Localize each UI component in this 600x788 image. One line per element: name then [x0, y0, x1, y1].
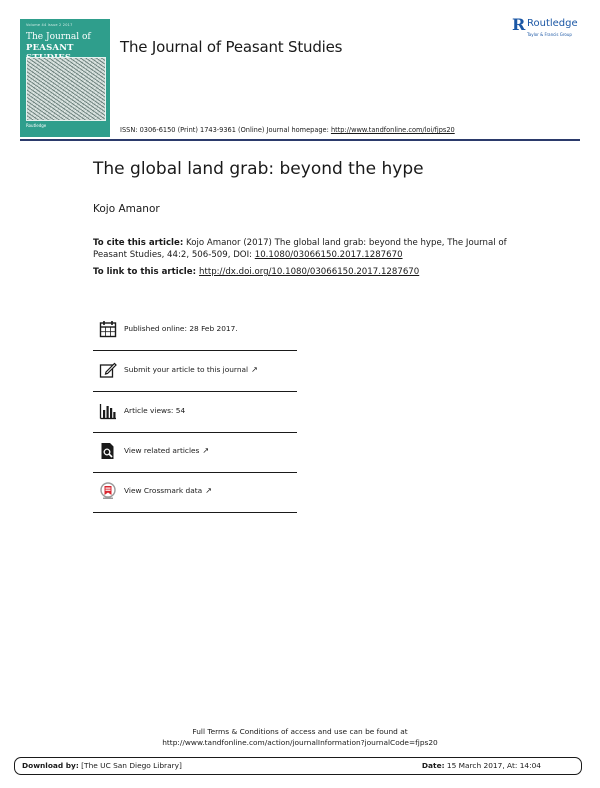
article-title: The global land grab: beyond the hype — [93, 159, 424, 179]
journal-cover-image — [20, 19, 110, 137]
external-link-icon: ↗ — [251, 365, 258, 374]
published-online-label: Published online: 28 Feb 2017. — [124, 324, 238, 333]
cover-title-line2: PEASANT — [26, 43, 74, 53]
cover-title-line1: The Journal of — [26, 32, 91, 42]
footer-terms — [0, 726, 600, 748]
bar-chart-icon — [99, 402, 117, 420]
cite-line2: Peasant Studies, 44:2, 506-509, DOI: — [93, 250, 255, 260]
link-block — [93, 266, 419, 278]
publisher-name: Routledge — [527, 18, 578, 29]
cover-publisher-mark: Routledge — [26, 123, 47, 128]
related-articles-row[interactable] — [93, 432, 297, 473]
link-label: To link to this article: — [93, 267, 200, 277]
cite-line1: Kojo Amanor (2017) The global land grab: beyond the hype, The Journal of — [183, 238, 507, 248]
cite-label: To cite this article: — [93, 238, 184, 248]
routledge-logo-icon: R — [512, 15, 526, 34]
downloaded-by: Download by: [The UC San Diego Library] — [22, 761, 182, 770]
calendar-icon — [99, 320, 117, 338]
download-date: Date: 15 March 2017, At: 14:04 — [421, 761, 541, 770]
header-divider — [20, 139, 580, 141]
external-link-icon: ↗ — [205, 486, 212, 495]
edit-icon — [99, 361, 117, 379]
crossmark-label[interactable]: View Crossmark data ↗ — [124, 486, 212, 495]
document-search-icon — [99, 442, 117, 460]
article-author: Kojo Amanor — [93, 203, 160, 215]
article-views-row — [93, 392, 297, 433]
publisher-tagline: Taylor & Francis Group — [527, 32, 572, 37]
terms-url[interactable]: http://www.tandfonline.com/action/journalInformation?journalCode=fjps20 — [162, 738, 438, 747]
article-views-label: Article views: 54 — [124, 406, 186, 415]
citation-block — [93, 237, 513, 261]
journal-homepage-link[interactable]: http://www.tandfonline.com/loi/fjps20 — [330, 126, 455, 134]
submit-article-row[interactable] — [93, 351, 297, 392]
issn-text: ISSN: 0306-6150 (Print) 1743-9361 (Online) Journal homepage: — [120, 126, 331, 134]
cover-artwork — [26, 57, 106, 121]
submit-article-label[interactable]: Submit your article to this journal ↗ — [124, 365, 258, 374]
terms-line1: Full Terms & Conditions of access and use can be found at — [192, 727, 408, 736]
crossmark-icon — [99, 482, 117, 500]
doi-link[interactable]: 10.1080/03066150.2017.1287670 — [254, 250, 403, 260]
publisher-logo — [512, 15, 592, 45]
issn-line — [120, 126, 455, 134]
related-articles-label[interactable]: View related articles ↗ — [124, 446, 210, 455]
journal-title: The Journal of Peasant Studies — [120, 38, 343, 56]
download-info-bar — [14, 757, 582, 775]
article-doi-url[interactable]: http://dx.doi.org/10.1080/03066150.2017.1287670 — [199, 267, 420, 277]
published-online-row — [93, 310, 297, 351]
crossmark-row[interactable] — [93, 472, 297, 513]
external-link-icon: ↗ — [202, 446, 210, 455]
cover-issue-text: Volume 44 Issue 2 2017 — [26, 23, 73, 27]
